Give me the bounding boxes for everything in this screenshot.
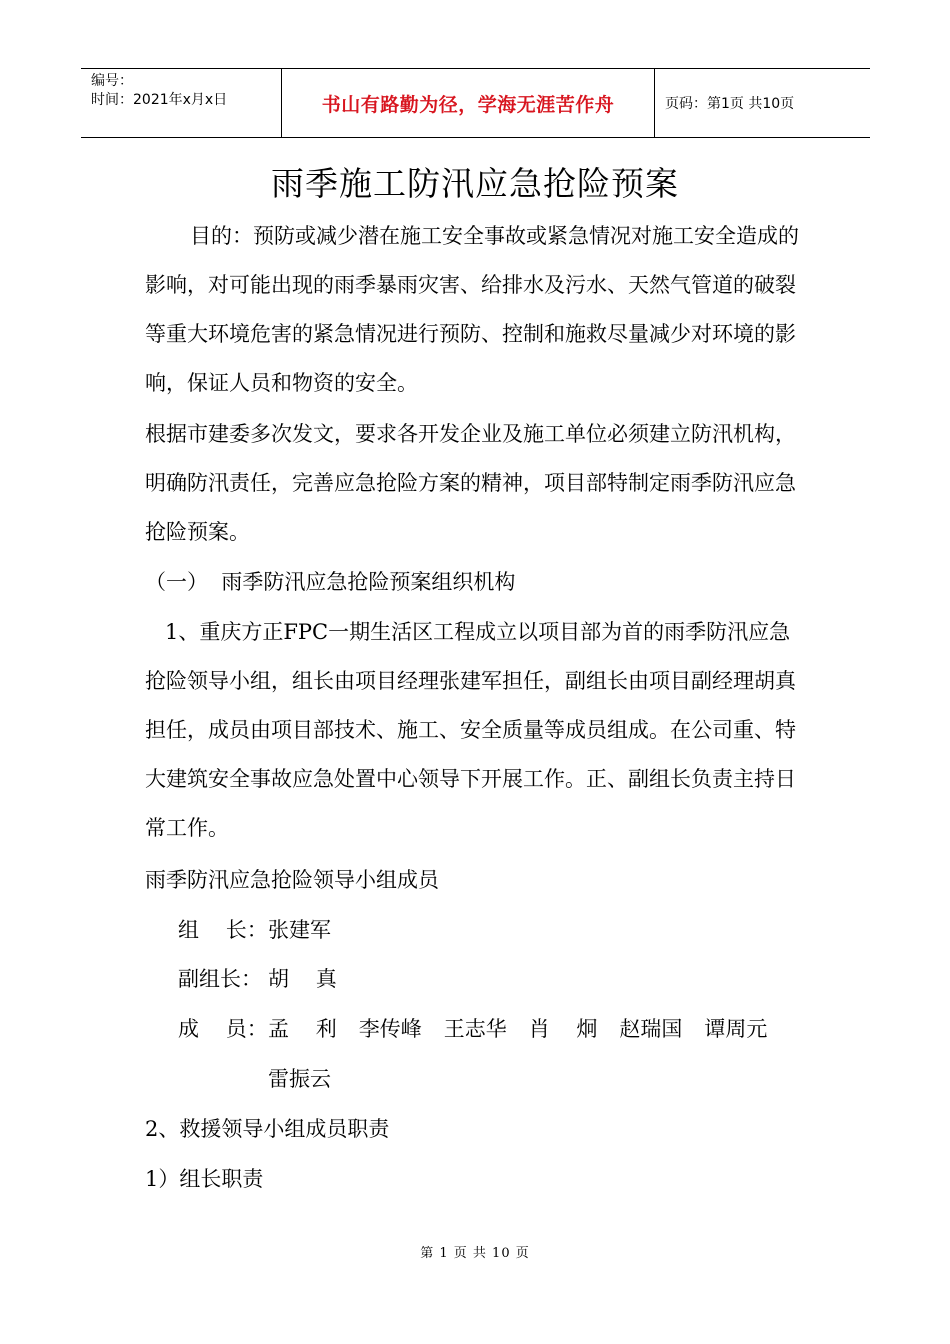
deputy-name: 胡 真	[268, 967, 337, 991]
item1-paragraph: 1、重庆方正FPC一期生活区工程成立以项目部为首的雨季防汛应急抢险领导小组，组长由项目经理张建军担任，副组长由项目副经理胡真担任，成员由项目部技术、施工、安全质量等成员组成。在公司重、特大建筑安全事故应急处置中心领导下开展工作。正、副组长负责主持日常工作。	[145, 620, 796, 840]
section2-heading: 2、救援领导小组成员职责	[145, 1117, 390, 1141]
deputy-label: 副组长：	[178, 967, 262, 991]
members-row	[178, 1005, 767, 1054]
member-name: 肖 炯	[528, 1017, 598, 1041]
member-name: 赵瑞国	[619, 1017, 683, 1041]
member-name: 谭周元	[704, 1017, 768, 1041]
member-name: 孟 利	[268, 1017, 337, 1041]
basis-paragraph: 根据市建委多次发文，要求各开发企业及施工单位必须建立防汛机构，明确防汛责任，完善应急抢险方案的精神，项目部特制定雨季防汛应急抢险预案。	[145, 422, 796, 544]
member-name: 李传峰	[358, 1017, 422, 1041]
member-name-continued: 雷振云	[268, 1067, 331, 1091]
members-heading: 雨季防汛应急抢险领导小组成员	[145, 868, 439, 892]
number-label: 编号：	[91, 73, 133, 89]
page-header	[81, 68, 870, 138]
members-label: 成 员：	[178, 1017, 268, 1041]
member-names	[268, 1005, 767, 1054]
leader-label: 组 长：	[178, 918, 268, 942]
section1-heading: （一） 雨季防汛应急抢险预案组织机构	[145, 570, 516, 594]
time-label: 时间：2021年x月x日	[91, 92, 228, 108]
page-footer: 第 1 页 共 10 页	[420, 1246, 530, 1261]
header-page-info: 页码：第1页 共10页	[665, 96, 795, 112]
document-title: 雨季施工防汛应急抢险预案	[271, 164, 679, 203]
leader-name: 张建军	[268, 918, 331, 942]
purpose-paragraph: 目的：预防或减少潜在施工安全事故或紧急情况对施工安全造成的影响，对可能出现的雨季暴雨灾害、给排水及污水、天然气管道的破裂等重大环境危害的紧急情况进行预防、控制和施救尽量减少对环境的影响，保证人员和物资的安全。	[145, 224, 799, 395]
member-name: 王志华	[443, 1017, 507, 1041]
deputy-row	[178, 955, 337, 1004]
header-meta	[81, 69, 281, 137]
subsection1-heading: 1）组长职责	[145, 1167, 264, 1191]
header-motto: 书山有路勤为径，学海无涯苦作舟	[281, 69, 655, 137]
leader-row	[178, 906, 331, 955]
